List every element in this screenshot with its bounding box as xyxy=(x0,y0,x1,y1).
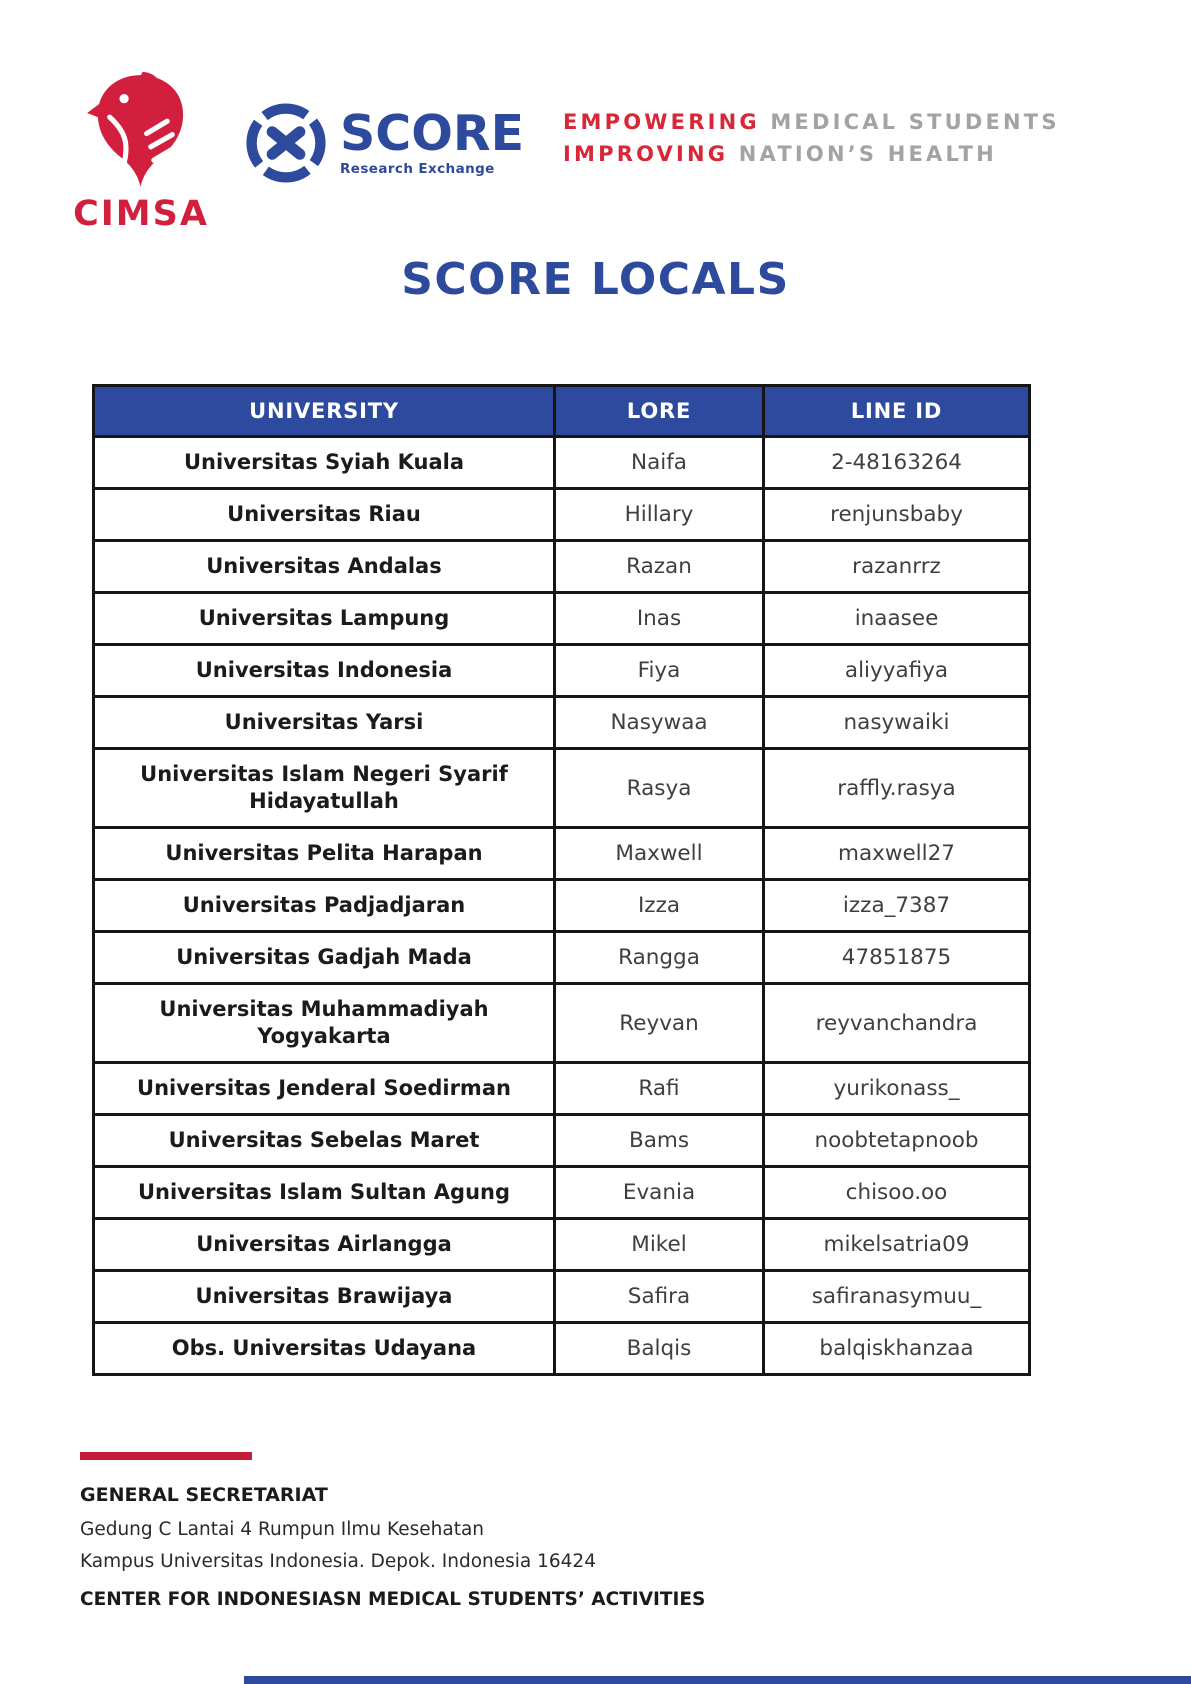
cell-university: Universitas Yarsi xyxy=(94,697,555,749)
score-wordmark: SCORE xyxy=(340,105,525,162)
cell-line-id: nasywaiki xyxy=(764,697,1030,749)
locals-table-body xyxy=(94,437,1030,1375)
cell-line-id: 47851875 xyxy=(764,932,1030,984)
column-header-university: UNIVERSITY xyxy=(94,386,555,437)
cell-line-id: renjunsbaby xyxy=(764,489,1030,541)
table-row xyxy=(94,1219,1030,1271)
cell-university: Universitas Muhammadiyah Yogyakarta xyxy=(94,984,555,1063)
footer-address-line-2: Kampus Universitas Indonesia. Depok. Indonesia 16424 xyxy=(80,1551,596,1572)
cell-line-id: razanrrz xyxy=(764,541,1030,593)
cell-university: Universitas Padjadjaran xyxy=(94,880,555,932)
cell-university: Universitas Riau xyxy=(94,489,555,541)
cell-line-id: mikelsatria09 xyxy=(764,1219,1030,1271)
tagline-rest-2: NATION’S HEALTH xyxy=(738,142,997,166)
score-wordmark-group xyxy=(340,105,525,177)
cell-university: Universitas Airlangga xyxy=(94,1219,555,1271)
cell-line-id: maxwell27 xyxy=(764,828,1030,880)
table-row xyxy=(94,541,1030,593)
table-header-row xyxy=(94,386,1030,437)
column-header-lore: LORE xyxy=(555,386,764,437)
cell-lore: Rasya xyxy=(555,749,764,828)
cell-line-id: yurikonass_ xyxy=(764,1063,1030,1115)
cell-lore: Bams xyxy=(555,1115,764,1167)
cell-university: Universitas Lampung xyxy=(94,593,555,645)
cell-university: Universitas Islam Sultan Agung xyxy=(94,1167,555,1219)
table-row xyxy=(94,828,1030,880)
cell-lore: Maxwell xyxy=(555,828,764,880)
table-row xyxy=(94,1063,1030,1115)
cell-university: Universitas Brawijaya xyxy=(94,1271,555,1323)
table-row xyxy=(94,984,1030,1063)
cell-line-id: safiranasymuu_ xyxy=(764,1271,1030,1323)
cell-lore: Fiya xyxy=(555,645,764,697)
table-row xyxy=(94,1115,1030,1167)
cell-lore: Safira xyxy=(555,1271,764,1323)
cell-line-id: 2-48163264 xyxy=(764,437,1030,489)
cell-lore: Naifa xyxy=(555,437,764,489)
cimsa-logo xyxy=(66,72,216,234)
cell-lore: Rafi xyxy=(555,1063,764,1115)
cell-lore: Balqis xyxy=(555,1323,764,1375)
cell-lore: Evania xyxy=(555,1167,764,1219)
tagline xyxy=(563,106,1060,170)
table-row xyxy=(94,593,1030,645)
footer-heading: GENERAL SECRETARIAT xyxy=(80,1484,328,1506)
table-row xyxy=(94,880,1030,932)
tagline-emphasis-2: IMPROVING xyxy=(563,142,729,166)
cell-line-id: aliyyafiya xyxy=(764,645,1030,697)
table-row xyxy=(94,932,1030,984)
cell-lore: Izza xyxy=(555,880,764,932)
table-header xyxy=(94,386,1030,437)
cell-line-id: balqiskhanzaa xyxy=(764,1323,1030,1375)
cell-lore: Razan xyxy=(555,541,764,593)
column-header-line-id: LINE ID xyxy=(764,386,1030,437)
table-row xyxy=(94,749,1030,828)
table-row xyxy=(94,1271,1030,1323)
cell-university: Universitas Sebelas Maret xyxy=(94,1115,555,1167)
cimsa-wordmark: CIMSA xyxy=(73,194,209,234)
cell-university: Universitas Indonesia xyxy=(94,645,555,697)
cell-lore: Inas xyxy=(555,593,764,645)
tagline-emphasis-1: EMPOWERING xyxy=(563,110,760,134)
cell-lore: Mikel xyxy=(555,1219,764,1271)
cell-lore: Reyvan xyxy=(555,984,764,1063)
eagle-icon xyxy=(87,72,195,190)
table-row xyxy=(94,1167,1030,1219)
cell-line-id: reyvanchandra xyxy=(764,984,1030,1063)
cell-lore: Rangga xyxy=(555,932,764,984)
dashed-circle-x-icon xyxy=(243,100,329,186)
table-row xyxy=(94,697,1030,749)
table-row xyxy=(94,437,1030,489)
cell-line-id: chisoo.oo xyxy=(764,1167,1030,1219)
cell-lore: Nasywaa xyxy=(555,697,764,749)
cell-line-id: izza_7387 xyxy=(764,880,1030,932)
locals-table xyxy=(92,384,1031,1376)
cell-line-id: inaasee xyxy=(764,593,1030,645)
cell-line-id: raffly.rasya xyxy=(764,749,1030,828)
footer-address-line-1: Gedung C Lantai 4 Rumpun Ilmu Kesehatan xyxy=(80,1519,485,1540)
table-row xyxy=(94,1323,1030,1375)
tagline-line-1 xyxy=(563,106,1060,138)
cell-university: Universitas Jenderal Soedirman xyxy=(94,1063,555,1115)
table-row xyxy=(94,489,1030,541)
cell-line-id: noobtetapnoob xyxy=(764,1115,1030,1167)
page-title: SCORE LOCALS xyxy=(401,254,790,305)
cell-university: Universitas Pelita Harapan xyxy=(94,828,555,880)
cell-university: Universitas Syiah Kuala xyxy=(94,437,555,489)
tagline-line-2 xyxy=(563,138,1060,170)
cell-lore: Hillary xyxy=(555,489,764,541)
cell-university: Universitas Andalas xyxy=(94,541,555,593)
bottom-accent-bar xyxy=(244,1676,1191,1684)
tagline-rest-1: MEDICAL STUDENTS xyxy=(770,110,1060,134)
score-logo xyxy=(243,100,524,186)
cell-university: Universitas Islam Negeri Syarif Hidayatullah xyxy=(94,749,555,828)
red-divider-bar xyxy=(80,1452,252,1460)
cell-university: Obs. Universitas Udayana xyxy=(94,1323,555,1375)
footer-organization: CENTER FOR INDONESIASN MEDICAL STUDENTS’ ACTIVITIES xyxy=(80,1589,706,1610)
table-row xyxy=(94,645,1030,697)
score-subtitle: Research Exchange xyxy=(340,161,495,177)
cell-university: Universitas Gadjah Mada xyxy=(94,932,555,984)
